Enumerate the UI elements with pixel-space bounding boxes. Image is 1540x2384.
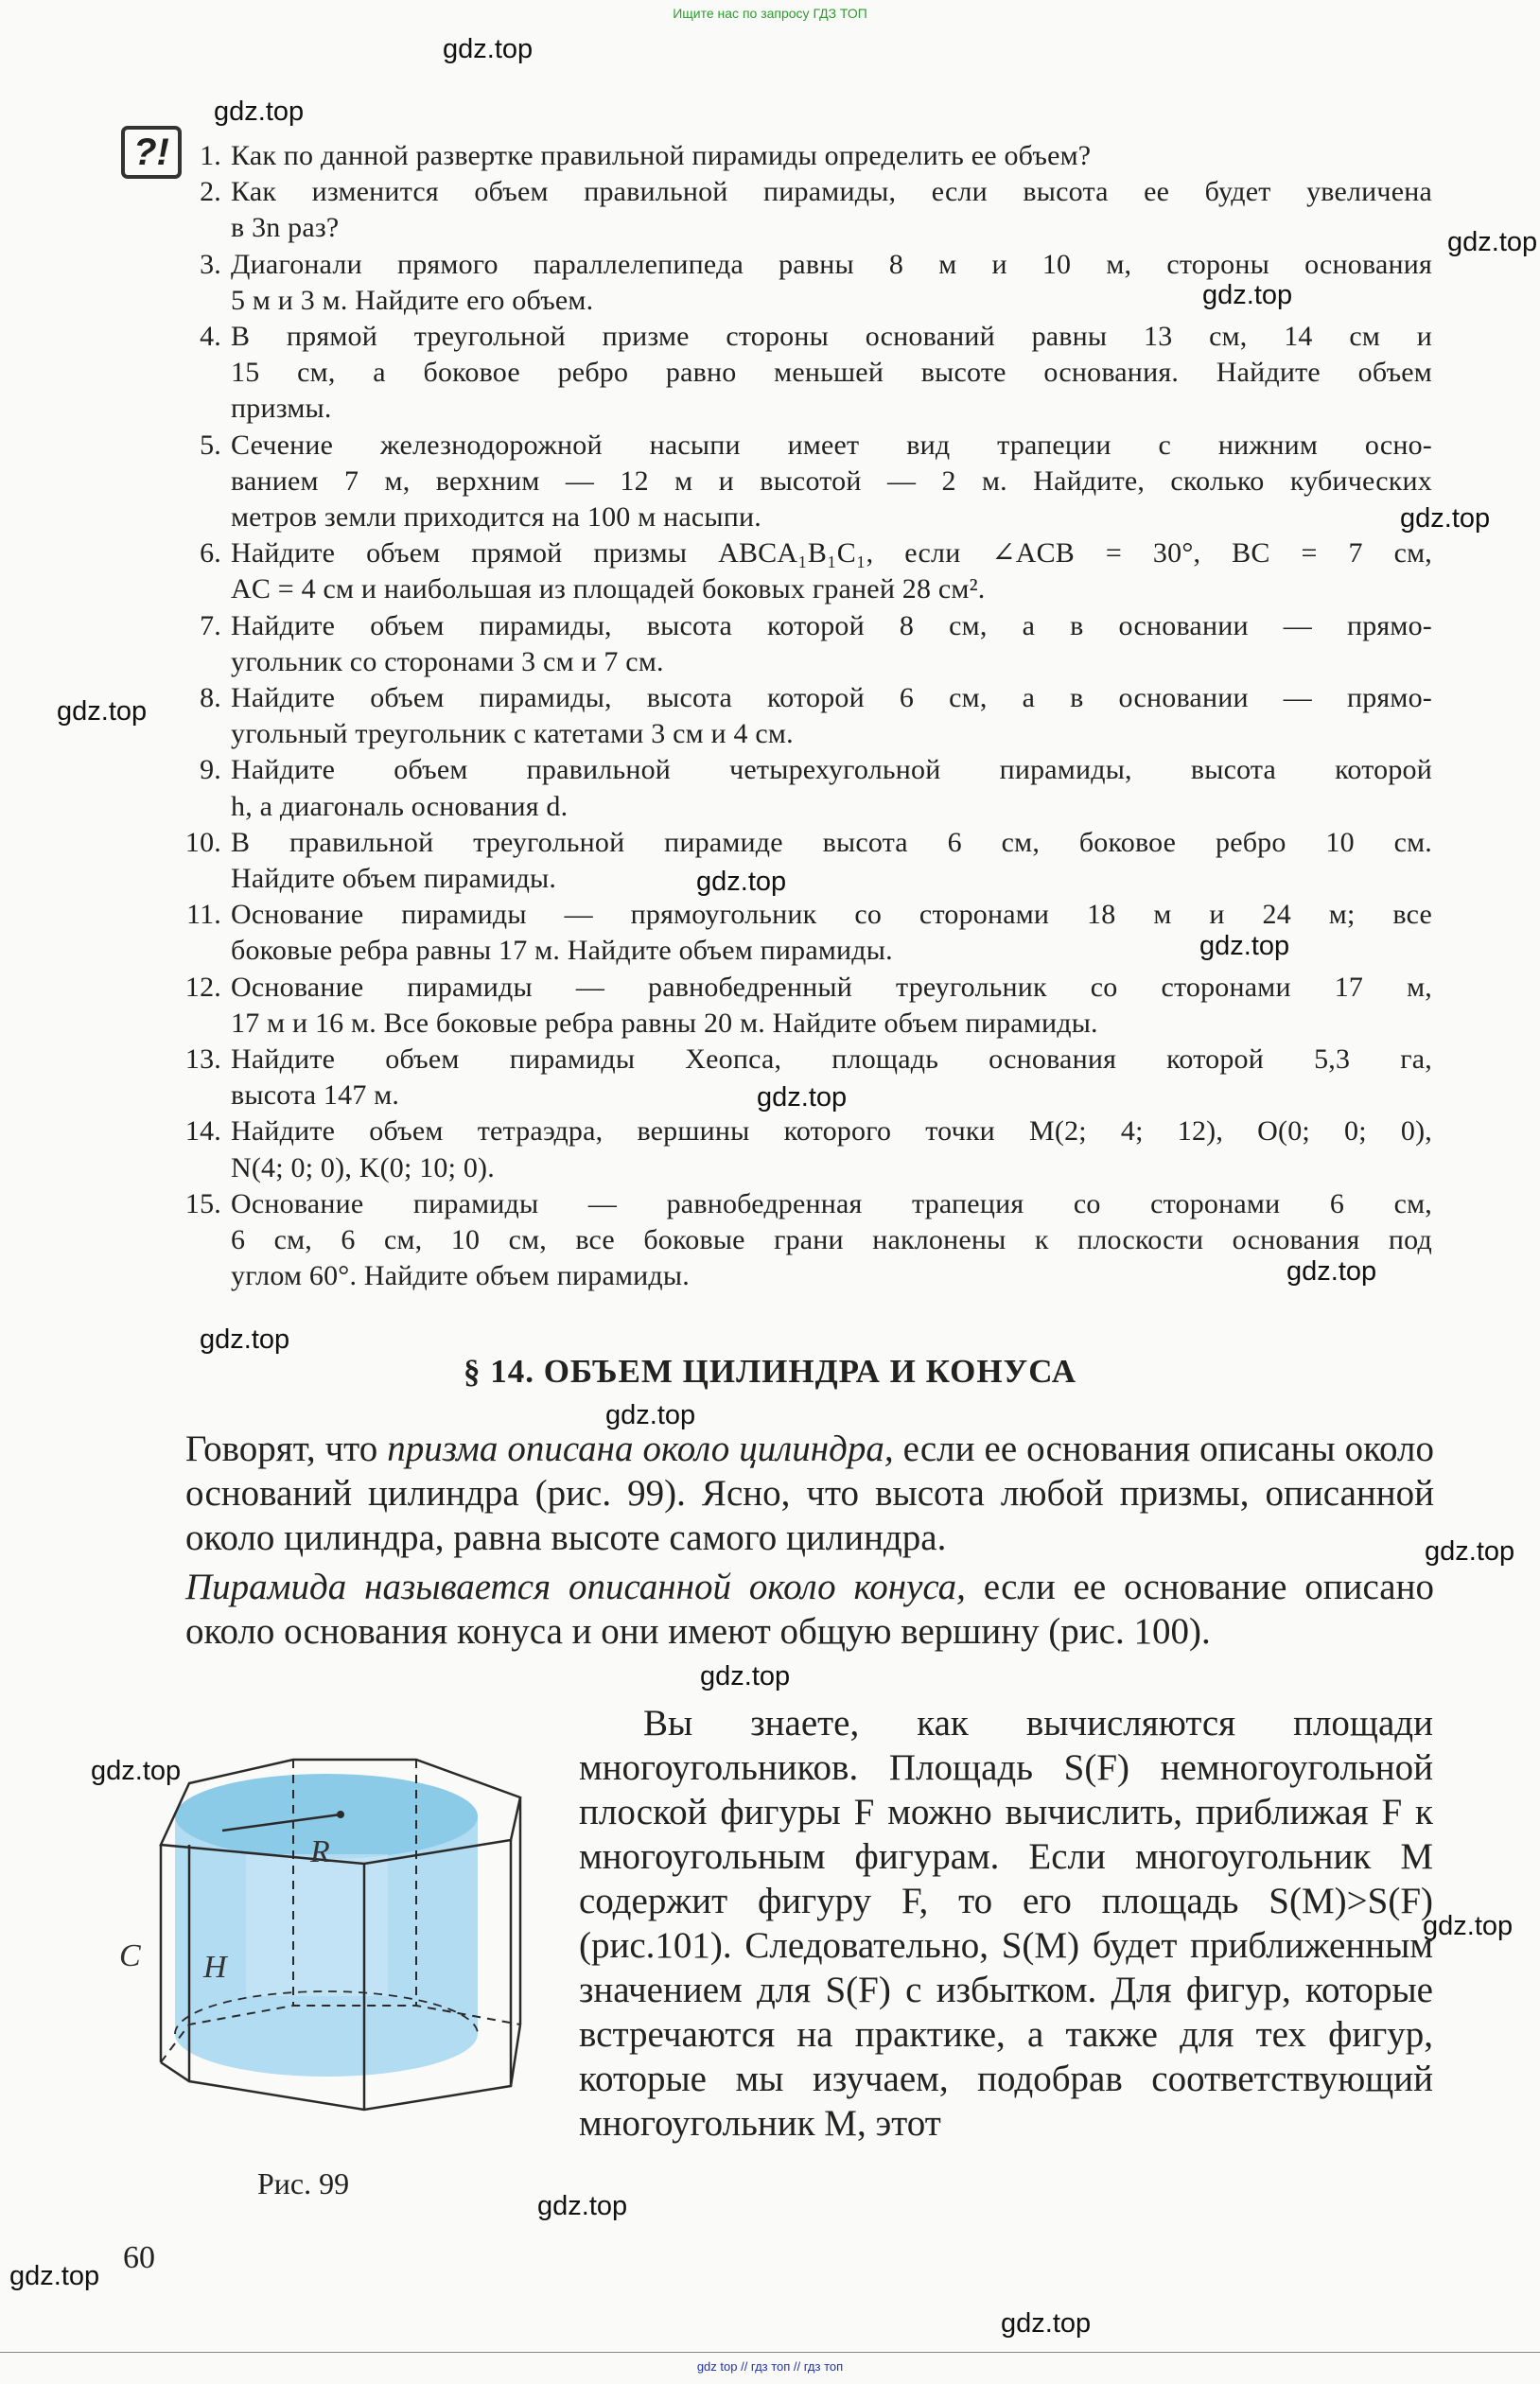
watermark: gdz.top [537,2191,628,2221]
question-text: метров земли приходится на 100 м насыпи. [231,501,761,533]
figure-caption: Рис. 99 [257,2166,350,2200]
question-number: 12. [184,971,221,1003]
question-number: 6. [200,537,221,570]
label-c: C [119,1938,141,1973]
question-text: В прямой треугольной призме стороны оснований равны 13 см, 14 см и [231,321,1432,352]
watermark: gdz.top [1425,1536,1515,1567]
question-number: 1. [200,140,221,171]
watermark: gdz.top [1286,1256,1377,1287]
cylinder-highlight [246,1854,388,1996]
question-text: угольник со сторонами 3 см и 7 см. [231,645,664,677]
figure-99-prism-cylinder [104,1750,558,2166]
question-text: Основание пирамиды — равнобедренный треугольник со сторонами 17 м, [231,971,1432,1003]
para2-term: Пирамида называется описанной около конуса, [185,1567,966,1607]
question-number: 4. [200,321,221,352]
question-text: высота 147 м. [231,1079,400,1112]
question-text: боковые ребра равны 17 м. Найдите объем пирамиды. [231,935,893,967]
top-banner[interactable]: Ищите нас по запросу ГДЗ ТОП [673,6,867,21]
watermark: gdz.top [200,1324,290,1355]
center-point [337,1811,344,1818]
question-text: Найдите объем пирамиды Хеопса, площадь основания которой 5,3 га, [231,1043,1432,1075]
watermark: gdz.top [757,1082,848,1113]
question-mark-icon: ?! [121,126,182,179]
label-h: H [203,1950,227,1985]
section-heading: § 14. ОБЪЕМ ЦИЛИНДРА И КОНУСА [463,1353,1077,1390]
watermark: gdz.top [696,867,787,897]
question-number: 11. [186,899,221,931]
question-number: 9. [200,754,221,786]
question-text: N(4; 0; 0), K(0; 10; 0). [231,1151,495,1183]
question-number: 15. [184,1187,221,1219]
page-number: 60 [123,2240,155,2275]
bottom-banner[interactable]: gdz top // гдз топ // гдз топ [696,2359,844,2374]
question-text: Найдите объем пирамиды, высота которой 6 см, а в основании — прямо- [231,682,1432,713]
question-text: 6 см, 6 см, 10 см, все боковые грани наклонены к плоскости основания под [231,1224,1432,1255]
question-number: 3. [200,248,221,280]
question-text: в 3n раз? [231,212,340,244]
question-number: 14. [184,1115,221,1148]
watermark: gdz.top [57,696,148,727]
label-r: R [310,1834,330,1869]
para2-rest: если ее основание описано около основания конуса и они имеют общую вершину (рис. 100). [185,1567,1434,1652]
para1-start: Говорят, что [185,1429,388,1469]
question-text: Основание пирамиды — прямоугольник со сторонами 18 м и 24 м; все [231,899,1432,931]
question-text: Найдите объем пирамиды. [231,863,557,894]
question-text: Основание пирамиды — равнобедренная трапеция со сторонами 6 см, [231,1187,1432,1219]
question-text: В правильной треугольной пирамиде высота 6 см, боковое ребро 10 см. [231,826,1432,858]
divider [0,2352,1540,2353]
question-number: 13. [184,1043,221,1075]
watermark: gdz.top [9,2261,100,2291]
question-text: Сечение железнодорожной насыпи имеет вид трапеции с нижним осно- [231,429,1432,461]
question-text: углом 60°. Найдите объем пирамиды. [231,1260,690,1292]
watermark: gdz.top [1400,503,1491,534]
question-text: 17 м и 16 м. Все боковые ребра равны 20 м. Найдите объем пирамиды. [231,1007,1098,1039]
paragraph-prism-cylinder [185,1427,1434,1560]
question-number: 8. [200,682,221,713]
question-number: 7. [200,609,221,641]
paragraph-pyramid-cone [185,1565,1434,1654]
para1-rest: если ее основания описаны около оснований цилиндра (рис. 99). Ясно, что высота любой призмы, описанной около цилиндра, равна высоте самого цилиндра. [185,1429,1434,1558]
question-text: призмы. [231,393,332,425]
question-text: Как по данной развертке правильной пирамиды определить ее объем? [231,140,1092,171]
question-number: 10. [184,826,221,858]
watermark: gdz.top [443,34,534,64]
question-text: угольный треугольник с катетами 3 см и 4 см. [231,718,794,750]
watermark: gdz.top [1423,1911,1514,1941]
watermark: gdz.top [1447,227,1538,257]
watermark: gdz.top [91,1756,182,1786]
question-text: Как изменится объем правильной пирамиды, если высота ее будет увеличена [231,176,1432,208]
watermark: gdz.top [605,1400,696,1430]
question-text: Найдите объем тетраэдра, вершины которого точки M(2; 4; 12), O(0; 0; 0), [231,1115,1432,1148]
watermark: gdz.top [1001,2308,1092,2339]
question-text: Найдите объем прямой призмы ABCA₁B₁C₁, если ∠ACB = 30°, BC = 7 см, [231,537,1432,570]
question-text: Найдите объем правильной четырехугольной пирамиды, высота которой [231,754,1432,786]
watermark: gdz.top [1199,931,1290,961]
watermark: gdz.top [700,1661,791,1692]
question-number: 5. [200,429,221,461]
question-text: Найдите объем пирамиды, высота которой 8 см, а в основании — прямо- [231,609,1432,641]
para1-term: призма описана около цилиндра, [387,1429,894,1469]
question-number: 2. [200,176,221,208]
question-text: Диагонали прямого параллелепипеда равны 8 м и 10 м, стороны основания [231,248,1432,280]
question-text: ванием 7 м, верхним — 12 м и высотой — 2 м. Найдите, сколько кубических [231,465,1432,497]
paragraph-area-approximation: Вы знаете, как вычисляются площади многоугольников. Площадь S(F) немногоугольной плоской фигуры F можно вычислить, приближая F к многоугольным фигурам. Если многоугольник M содержит фигуру F, то его площадь S(M)>S(F) (рис.101). Следовательно, S(M) будет приближенным значением для S(F) с избытком. Для фигур, которые встречаются на практике, а также для тех фигур, которые мы изучаем, подобрав соответствующий многоугольник M, этот [579,1703,1433,2144]
question-text: 15 см, а боковое ребро равно меньшей высоте основания. Найдите объем [231,357,1432,389]
watermark: gdz.top [1202,280,1293,310]
question-text: h, а диагональ основания d. [231,790,569,822]
watermark: gdz.top [214,96,305,127]
question-text: AC = 4 см и наибольшая из площадей боковых граней 28 см². [231,573,986,605]
question-text: 5 м и 3 м. Найдите его объем. [231,284,594,316]
